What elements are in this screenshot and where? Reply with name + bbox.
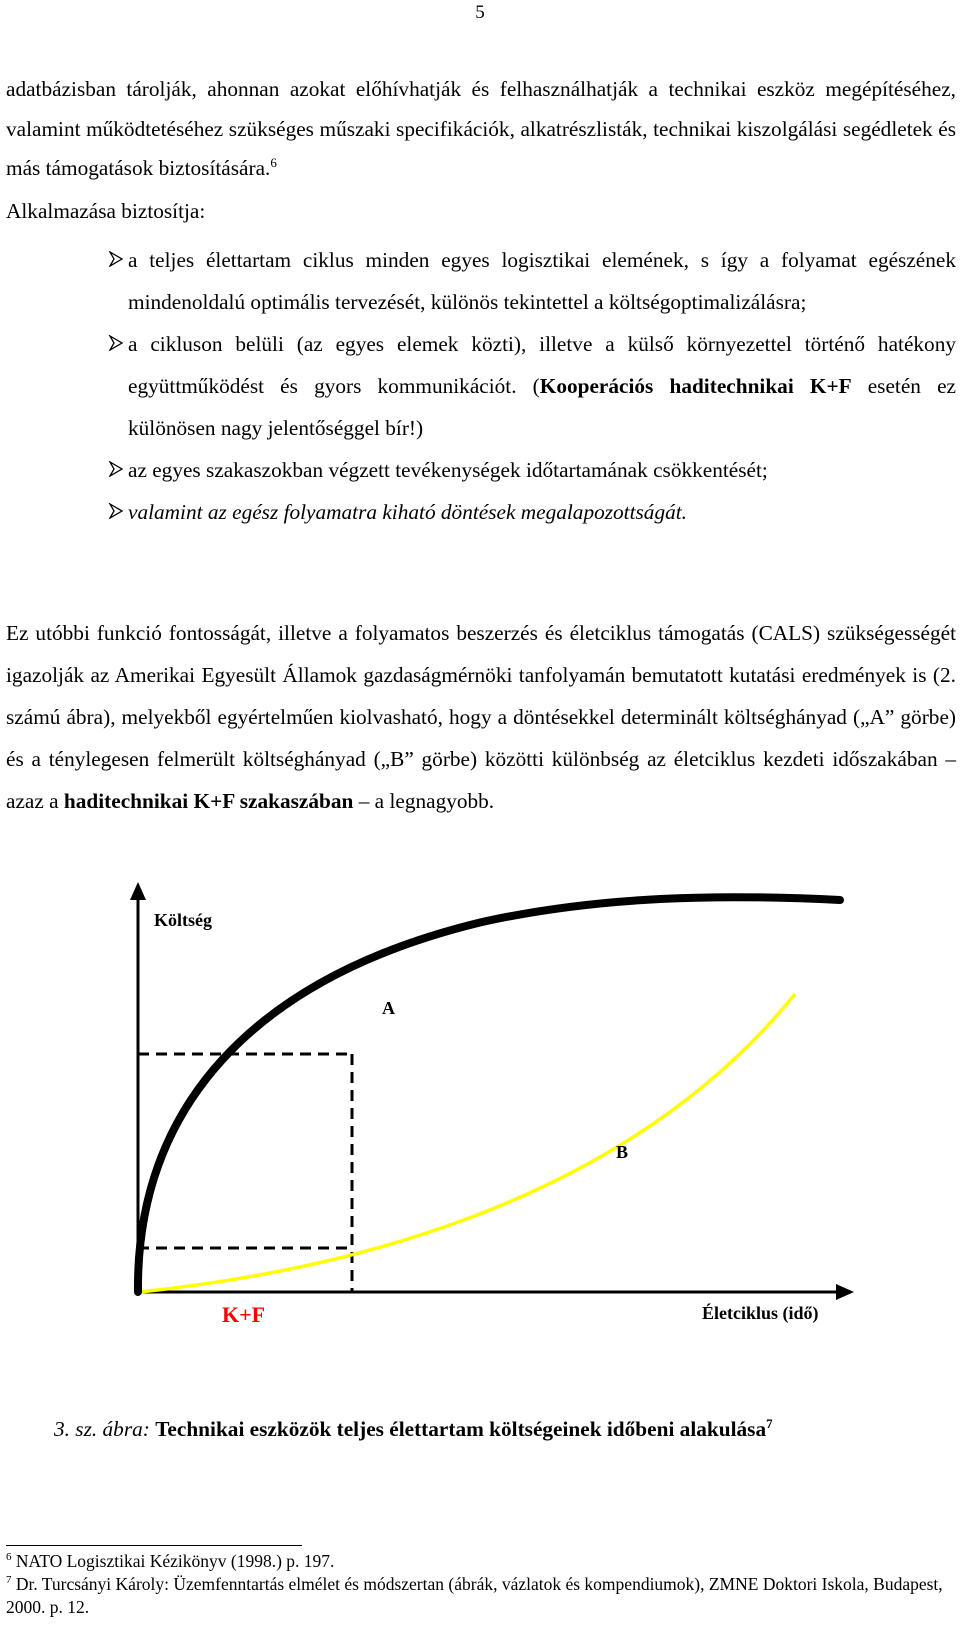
footnote-number: 6: [6, 1551, 12, 1564]
list-item: [6, 239, 956, 323]
arrowhead-bullet-icon: [108, 449, 128, 477]
paragraph-continuation: [6, 70, 956, 189]
list-item: [6, 323, 956, 449]
bullet-text: az egyes szakaszokban végzett tevékenységek időtartamának csökkentését;: [128, 458, 768, 482]
figure-label: 3. sz. ábra:: [54, 1417, 150, 1441]
arrowhead-bullet-icon: [108, 323, 128, 351]
bullet-list: [6, 239, 956, 533]
bullet-text: a teljes élettartam ciklus minden egyes logisztikai elemének, s így a folyamat egészének mindenoldalú optimális tervezését, különös tekintettel a költségoptimalizálásra;: [128, 248, 956, 314]
footnote-ref-7[interactable]: 7: [766, 1415, 773, 1431]
list-item: [6, 449, 956, 491]
paragraph-main: [6, 612, 956, 822]
paragraph-bold-text: haditechnikai K+F szakaszában: [63, 789, 354, 813]
x-axis-arrow: [836, 1284, 854, 1300]
footnote-item: [6, 1573, 956, 1619]
x-axis-label: Életciklus (idő): [702, 1303, 819, 1323]
paragraph-text: adatbázisban tárolják, ahonnan azokat előhívhatják és felhasználhatják a technikai eszköz megépítéséhez, valamint működtetéséhez szükséges műszaki specifikációk, alkatrészlisták, technikai kiszolgálási segédletek és más támogatások biztosítására.: [6, 77, 956, 180]
footnote-number: 7: [6, 1574, 12, 1587]
list-item: [6, 491, 956, 533]
intro-line: Alkalmazása biztosítja:: [6, 199, 206, 223]
footnote-item: [6, 1550, 956, 1573]
arrowhead-bullet-icon: [108, 491, 128, 519]
series-label-b: B: [616, 1142, 629, 1162]
figure-title: Technikai eszközök teljes élettartam költségeinek időbeni alakulása: [155, 1417, 767, 1441]
chart-svg: [100, 880, 920, 1400]
y-axis-label: Költség: [154, 910, 212, 930]
bullet-text-part: a cikluson belüli (az egyes elemek közti), illetve a külső környezettel történő hatékony együttműködést és gyors kommunikációt. (: [128, 332, 956, 398]
paragraph-text: Ez utóbbi funkció fontosságát, illetve a folyamatos beszerzés és életciklus támogatás (CALS) szükségességét igazolják az Amerikai Egyesült Államok gazdaságmérnöki tanfolyamán bemutatott kutatási eredmények is (2. számú ábra), melyekből egyértelműen kiolvasható, hogy a döntésekkel determinált költséghányad („A” görbe) és a ténylegesen felmerült költséghányad („B” görbe) közötti különbség az életciklus kezdeti időszakában – azaz a: [6, 621, 956, 813]
series-label-a: A: [382, 998, 395, 1018]
bullet-text-part: esetén ez különösen nagy jelentőséggel bír!): [128, 374, 956, 440]
bullet-bold-text: Kooperációs haditechnikai K+F: [539, 374, 852, 398]
arrowhead-bullet-icon: [108, 239, 128, 267]
figure-caption: [54, 1417, 934, 1442]
series-a-curve: [138, 897, 840, 1292]
page-number: 5: [475, 2, 485, 23]
footnote-text: Dr. Turcsányi Károly: Üzemfenntartás elmélet és módszertan (ábrák, vázlatok és kompendiumok), ZMNE Doktori Iskola, Budapest, 2000. p. 12.: [6, 1574, 943, 1617]
paragraph-text-end: – a legnagyobb.: [353, 789, 495, 813]
cost-chart: [100, 880, 920, 1400]
footnote-ref-6[interactable]: 6: [270, 154, 277, 170]
bullet-italic-text: valamint az egész folyamatra kiható döntések megalapozottságát.: [128, 500, 687, 524]
bullet-text: [128, 491, 956, 533]
y-axis-arrow: [130, 882, 146, 900]
x-marker-label: K+F: [222, 1302, 266, 1327]
bullet-text: [128, 323, 956, 449]
footnote-text: NATO Logisztikai Kézikönyv (1998.) p. 197.: [15, 1551, 335, 1571]
footnotes: [6, 1550, 956, 1619]
footnote-separator: [6, 1545, 302, 1546]
